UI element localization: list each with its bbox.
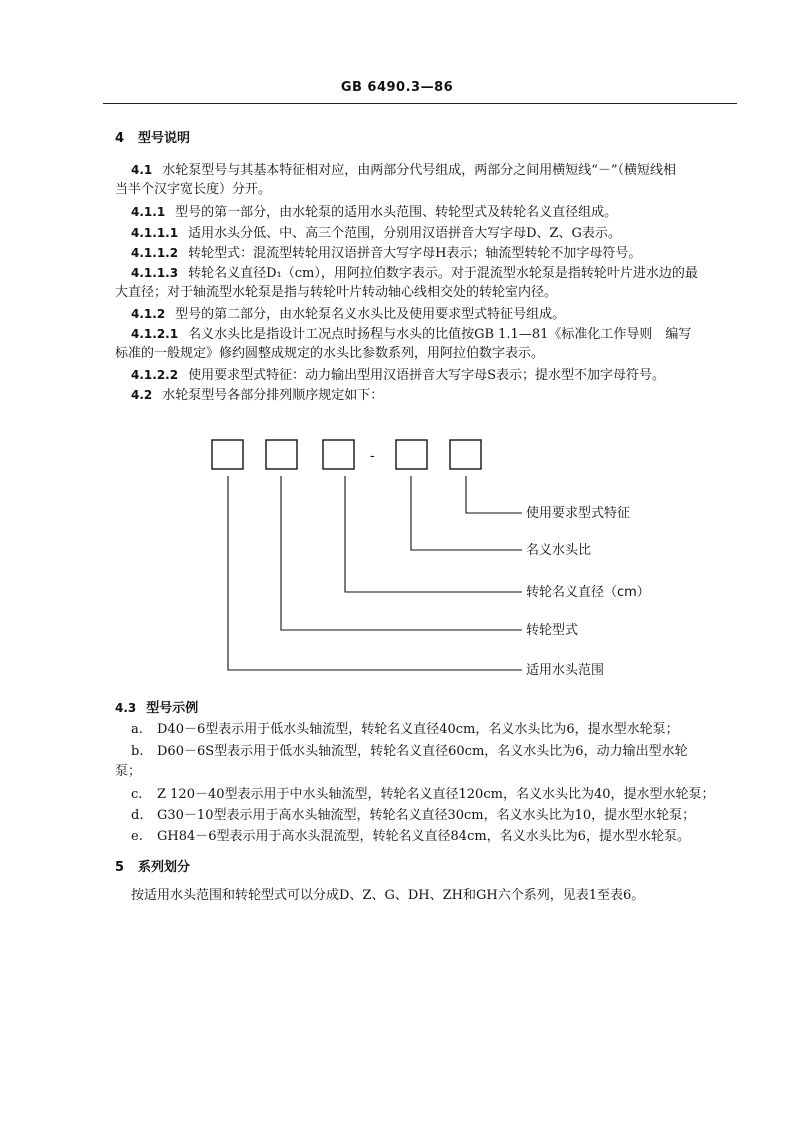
clause-4-3-heading [115, 698, 198, 719]
example-text: Z 120－40型表示用于中水头轴流型，转轮名义直径120cm，名义水头比为40，提水型水轮泵； [157, 787, 715, 802]
example-marker: b. [131, 744, 144, 759]
clause-number: 4.1.2.2 [131, 368, 179, 382]
clause-text: 转轮型式：混流型转轮用汉语拼音大写字母H表示；轴流型转轮不加字母符号。 [188, 246, 642, 261]
label-runner-type: 转轮型式 [526, 623, 579, 638]
clause-text: 使用要求型式特征：动力输出型用汉语拼音大写字母S表示；提水型不加字母符号。 [188, 368, 665, 383]
section-title: 型号说明 [138, 131, 191, 146]
example-text: D60－6S型表示用于低水头轴流型，转轮名义直径60cm，名义水头比为6，动力输出型水轮 [157, 744, 688, 759]
example-c [131, 785, 714, 805]
clause-number: 4.3 [115, 701, 137, 715]
example-b-line2: 泵； [115, 764, 142, 779]
code-box-feature [450, 440, 481, 469]
clause-text: 转轮名义直径D₁（cm），用阿拉伯数字表示。对于混流型水轮泵是指转轮叶片进水边的最 [188, 266, 698, 281]
label-runner-diameter: 转轮名义直径（cm） [526, 585, 650, 600]
example-marker: c. [131, 787, 143, 802]
clause-number: 4.1.1.3 [131, 266, 179, 280]
clause-number: 4.1.1.1 [131, 226, 179, 240]
example-a [131, 720, 679, 740]
clause-4-1-2-1-line2: 标准的一般规定》修约圆整成规定的水头比参数系列，用阿拉伯数字表示。 [115, 346, 545, 361]
example-d [131, 806, 695, 826]
code-box-head-ratio [396, 440, 427, 469]
clause-text: 名义水头比是指设计工况点时扬程与水头的比值按GB 1.1—81《标准化工作导则 编写 [188, 327, 692, 342]
example-text: GH84－6型表示用于高水头混流型，转轮名义直径84cm，名义水头比为6，提水型水轮泵。 [157, 829, 690, 844]
label-head-ratio: 名义水头比 [526, 543, 592, 558]
clause-4-1-1-3-line2: 大直径；对于轴流型水轮泵是指与转轮叶片转动轴心线相交处的转轮室内径。 [115, 285, 558, 300]
section-title: 系列划分 [138, 860, 191, 875]
clause-text: 型号的第二部分，由水轮泵名义水头比及使用要求型式特征号组成。 [175, 307, 566, 322]
clause-number: 4.1.2.1 [131, 327, 179, 341]
section-number: 4 [115, 131, 125, 146]
leader-line-runner-diameter [345, 476, 522, 592]
example-text: D40－6型表示用于低水头轴流型，转轮名义直径40cm，名义水头比为6，提水型水轮泵； [157, 722, 679, 737]
clause-number: 4.1 [131, 163, 153, 177]
example-text: G30－10型表示用于高水头轴流型，转轮名义直径30cm，名义水头比为10，提水型水轮泵； [157, 808, 696, 823]
clause-text: 水轮泵型号各部分排列顺序规定如下： [162, 388, 384, 403]
code-box-runner-type [266, 440, 297, 469]
clause-number: 4.1.2 [131, 307, 166, 321]
clause-title: 型号示例 [146, 701, 199, 716]
clause-text: 型号的第一部分，由水轮泵的适用水头范围、转轮型式及转轮名义直径组成。 [175, 205, 618, 220]
clause-text: 适用水头分低、中、高三个范围，分别用汉语拼音大写字母D、Z、G表示。 [188, 226, 621, 241]
leader-line-head-range [228, 476, 522, 670]
section-5-text: 按适用水头范围和转轮型式可以分成D、Z、G、DH、ZH和GH六个系列，见表1至表6。 [131, 888, 645, 903]
clause-4-1-line2: 当半个汉字宽长度）分开。 [115, 182, 272, 197]
example-marker: d. [131, 808, 144, 823]
example-e [131, 827, 690, 847]
section-number: 5 [115, 860, 125, 875]
page-header: GB 6490.3—86 [340, 80, 454, 95]
label-feature: 使用要求型式特征 [526, 506, 631, 521]
leader-line-runner-type [281, 476, 522, 630]
code-dash: - [370, 449, 375, 464]
leader-line-feature [466, 476, 522, 513]
example-b-line1 [131, 742, 688, 762]
example-marker: a. [131, 722, 143, 737]
code-box-head-range [212, 440, 243, 469]
example-marker: e. [131, 829, 143, 844]
clause-number: 4.1.1.2 [131, 246, 179, 260]
clause-number: 4.2 [131, 388, 153, 402]
clause-text: 水轮泵型号与其基本特征相对应，由两部分代号组成，两部分之间用横短线“－”（横短线相 [162, 163, 677, 178]
label-head-range: 适用水头范围 [526, 663, 605, 678]
clause-number: 4.1.1 [131, 205, 166, 219]
code-box-runner-diameter [323, 440, 354, 469]
section-5-heading [115, 858, 190, 878]
